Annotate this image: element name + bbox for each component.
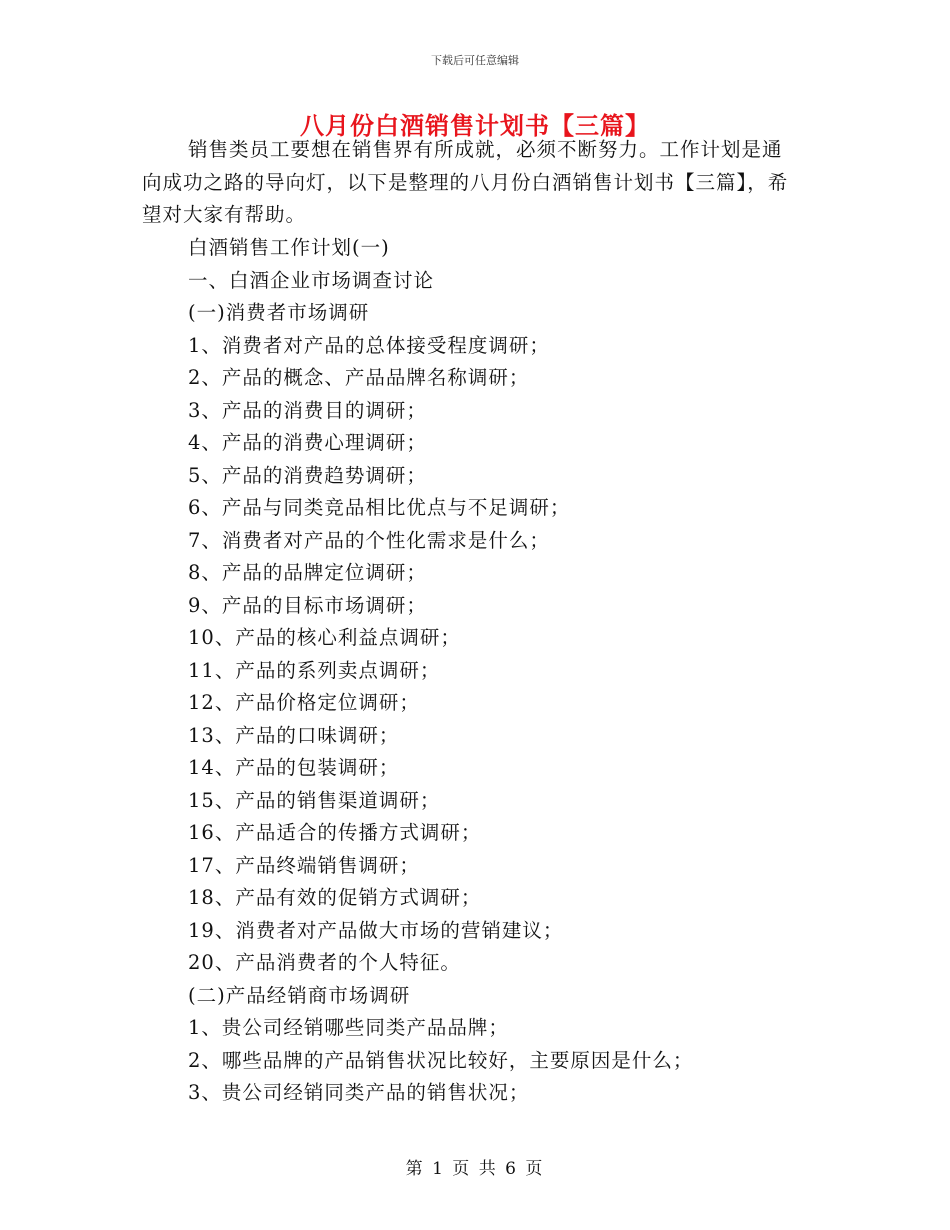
list-item: 3、贵公司经销同类产品的销售状况； bbox=[188, 1081, 530, 1104]
list-item: 19、消费者对产品做大市场的营销建议； bbox=[188, 918, 564, 942]
list-item: 20、产品消费者的个人特征。 bbox=[188, 951, 461, 974]
list-item: 1、消费者对产品的总体接受程度调研； bbox=[188, 333, 550, 357]
list-item: 17、产品终端销售调研； bbox=[188, 853, 420, 877]
list-item: 5、产品的消费趋势调研； bbox=[188, 463, 427, 487]
list-item: 15、产品的销售渠道调研； bbox=[188, 788, 441, 812]
list-item: 8、产品的品牌定位调研； bbox=[188, 561, 427, 584]
list-item: 6、产品与同类竞品相比优点与不足调研； bbox=[188, 496, 571, 519]
list-item: 16、产品适合的传播方式调研； bbox=[188, 821, 482, 844]
document-body bbox=[188, 232, 828, 1110]
list-item: 7、消费者对产品的个性化需求是什么； bbox=[188, 528, 550, 552]
list-item: 14、产品的包装调研； bbox=[188, 756, 400, 779]
list-item: 3、产品的消费目的调研； bbox=[188, 398, 427, 422]
document-title: 八月份白酒销售计划书【三篇】 bbox=[300, 111, 650, 140]
subsection-heading: (一)消费者市场调研 bbox=[188, 301, 370, 324]
list-item: 2、哪些品牌的产品销售状况比较好，主要原因是什么； bbox=[188, 1048, 694, 1072]
section-heading: 白酒销售工作计划(一) bbox=[188, 236, 390, 259]
intro-paragraph: 销售类员工要想在销售界有所成就，必须不断努力。工作计划是通向成功之路的导向灯，以下是整理的八月份白酒销售计划书【三篇】，希望对大家有帮助。 bbox=[142, 138, 789, 226]
page-number-footer: 第 1 页 共 6 页 bbox=[405, 1159, 545, 1179]
section-heading: 一、白酒企业市场调查讨论 bbox=[188, 268, 435, 292]
list-item: 9、产品的目标市场调研； bbox=[188, 593, 427, 617]
header-note: 下载后可任意编辑 bbox=[431, 54, 519, 67]
list-item: 2、产品的概念、产品品牌名称调研； bbox=[188, 366, 530, 389]
list-item: 11、产品的系列卖点调研； bbox=[188, 658, 441, 682]
subsection-heading: (二)产品经销商市场调研 bbox=[188, 983, 411, 1007]
list-item: 4、产品的消费心理调研； bbox=[188, 431, 427, 454]
list-item: 12、产品价格定位调研； bbox=[188, 691, 420, 714]
list-item: 10、产品的核心利益点调研； bbox=[188, 626, 461, 649]
list-item: 18、产品有效的促销方式调研； bbox=[188, 886, 482, 909]
list-item: 13、产品的口味调研； bbox=[188, 723, 400, 747]
list-item: 1、贵公司经销哪些同类产品品牌； bbox=[188, 1016, 509, 1039]
